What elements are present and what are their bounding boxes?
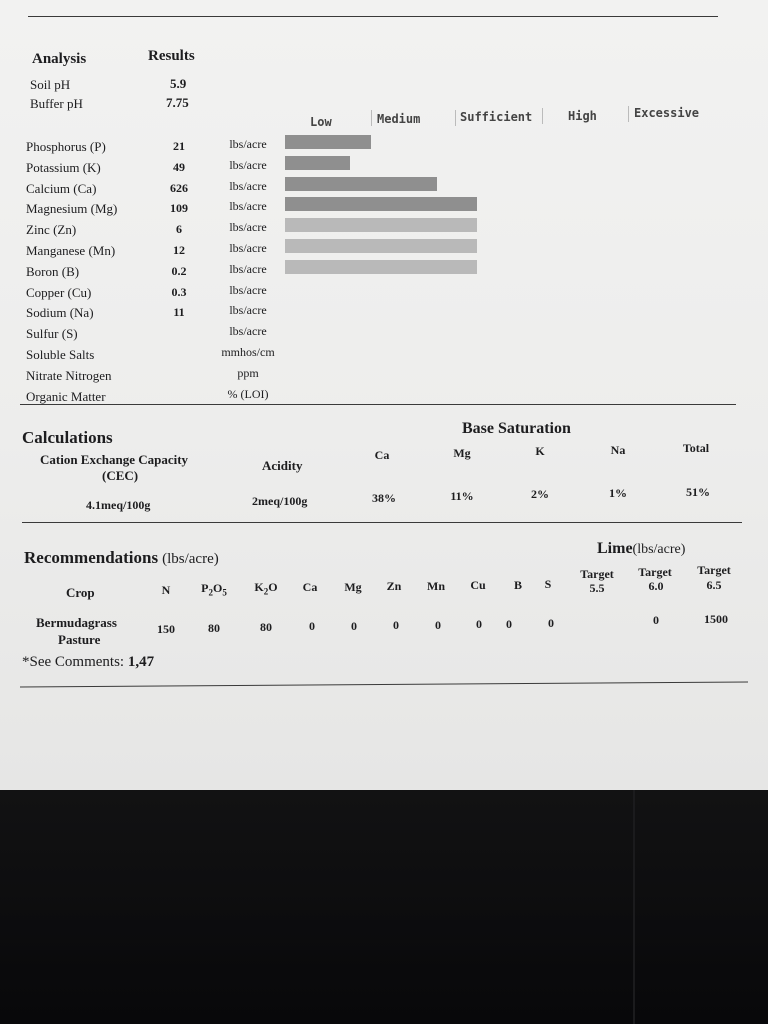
nutrient-label: Sodium (Na) bbox=[26, 305, 94, 320]
na-value: 1% bbox=[609, 486, 627, 500]
nutrient-label: Soluble Salts bbox=[26, 347, 95, 362]
section-rule bbox=[22, 522, 742, 523]
nutrient-unit: lbs/acre bbox=[229, 158, 267, 172]
comments-value: 1,47 bbox=[127, 654, 155, 670]
background-seam bbox=[633, 790, 635, 1024]
results-header: Results bbox=[148, 48, 195, 64]
nutrient-label: Magnesium (Mg) bbox=[26, 201, 118, 216]
scale-sufficient: Sufficient bbox=[460, 110, 533, 124]
cec-label: Cation Exchange Capacity bbox=[40, 452, 189, 467]
scale-divider bbox=[455, 110, 456, 126]
mn-rec-value: 0 bbox=[435, 618, 441, 632]
scale-high: High bbox=[568, 109, 597, 123]
soil-ph-value: 5.9 bbox=[170, 76, 187, 91]
mn-header: Mn bbox=[427, 579, 445, 593]
acidity-value: 2meq/100g bbox=[252, 494, 308, 508]
target-label: Target bbox=[580, 567, 614, 581]
ca-rec-value: 0 bbox=[309, 619, 315, 633]
section-rule bbox=[20, 681, 748, 687]
nutrient-level-bar bbox=[285, 239, 477, 253]
s-rec-value: 0 bbox=[548, 616, 554, 630]
acidity-label: Acidity bbox=[262, 458, 303, 473]
n-value: 150 bbox=[157, 622, 175, 636]
lime-6-0-value: 0 bbox=[653, 613, 659, 627]
cu-header: Cu bbox=[470, 578, 486, 592]
nutrient-level-bar bbox=[285, 135, 371, 149]
nutrient-value: 21 bbox=[173, 139, 185, 153]
nutrient-label: Calcium (Ca) bbox=[26, 181, 97, 196]
target-value: 5.5 bbox=[589, 581, 605, 595]
lime-title-text: Lime bbox=[597, 540, 633, 557]
recommendations-title bbox=[24, 548, 219, 568]
cec-value: 4.1meq/100g bbox=[86, 498, 151, 512]
crop-name: Bermudagrass bbox=[36, 615, 117, 630]
buffer-ph-value: 7.75 bbox=[166, 95, 189, 110]
section-rule bbox=[20, 404, 736, 405]
total-label: Total bbox=[682, 441, 710, 455]
calculations-title: Calculations bbox=[22, 428, 113, 447]
p2o5-value: 80 bbox=[208, 621, 220, 635]
mg-header: Mg bbox=[344, 580, 362, 594]
recommendations-unit: (lbs/acre) bbox=[162, 551, 219, 567]
target-label: Target bbox=[697, 563, 731, 577]
nutrient-label: Sulfur (S) bbox=[26, 326, 78, 341]
crop-header: Crop bbox=[66, 585, 95, 600]
target-label: Target bbox=[638, 565, 672, 579]
analysis-header: Analysis bbox=[32, 51, 87, 67]
nutrient-value: 49 bbox=[173, 160, 185, 174]
b-header: B bbox=[513, 578, 522, 592]
nutrient-level-bar bbox=[285, 197, 477, 211]
scale-divider bbox=[628, 106, 629, 122]
nutrient-label: Manganese (Mn) bbox=[26, 243, 116, 258]
nutrient-value: 109 bbox=[170, 201, 188, 215]
k-value: 2% bbox=[531, 487, 549, 501]
nutrient-label: Phosphorus (P) bbox=[26, 139, 106, 154]
zn-header: Zn bbox=[386, 579, 402, 593]
nutrient-unit: ppm bbox=[237, 366, 259, 380]
nutrient-label: Potassium (K) bbox=[26, 160, 101, 175]
nutrient-level-bar bbox=[285, 177, 437, 191]
nutrient-unit: lbs/acre bbox=[229, 324, 267, 338]
nutrient-unit: lbs/acre bbox=[229, 262, 267, 276]
nutrient-label: Organic Matter bbox=[26, 389, 106, 404]
ca-value: 38% bbox=[372, 491, 396, 505]
nutrient-label: Copper (Cu) bbox=[26, 285, 92, 300]
scale-divider bbox=[371, 110, 372, 126]
nutrient-value: 12 bbox=[173, 243, 185, 257]
recommendations-title-text: Recommendations bbox=[24, 548, 159, 567]
scale-divider bbox=[542, 108, 543, 124]
nutrient-unit: lbs/acre bbox=[229, 303, 267, 317]
s-header: S bbox=[544, 577, 552, 591]
k2o-value: 80 bbox=[260, 620, 272, 634]
nutrient-label: Zinc (Zn) bbox=[26, 222, 77, 237]
zn-rec-value: 0 bbox=[393, 618, 399, 632]
k-label: K bbox=[535, 444, 545, 458]
scale-low: Low bbox=[310, 115, 332, 129]
nutrient-unit: mmhos/cm bbox=[221, 345, 275, 359]
target-value: 6.0 bbox=[648, 579, 664, 593]
scale-medium: Medium bbox=[377, 112, 421, 126]
nutrient-unit: lbs/acre bbox=[229, 137, 267, 151]
lime-unit: (lbs/acre) bbox=[632, 542, 686, 557]
top-rule bbox=[28, 16, 718, 17]
nutrient-value: 6 bbox=[176, 222, 182, 236]
nutrient-level-bar bbox=[285, 156, 350, 170]
comments-line bbox=[22, 654, 154, 671]
ca-header: Ca bbox=[302, 580, 318, 594]
buffer-ph-label: Buffer pH bbox=[30, 96, 83, 111]
comments-label: *See Comments: bbox=[22, 654, 125, 670]
nutrient-value: 0.2 bbox=[171, 264, 187, 278]
lime-6-5-value: 1500 bbox=[704, 612, 728, 626]
lime-title bbox=[597, 540, 685, 558]
nutrient-unit: lbs/acre bbox=[229, 199, 267, 213]
mg-label: Mg bbox=[453, 446, 471, 460]
cec-label-abbrev: (CEC) bbox=[102, 468, 139, 483]
mg-rec-value: 0 bbox=[351, 619, 357, 633]
mg-value: 11% bbox=[450, 489, 474, 503]
nutrient-unit: lbs/acre bbox=[229, 179, 267, 193]
nutrient-level-bar bbox=[285, 218, 477, 232]
target-value: 6.5 bbox=[706, 578, 722, 592]
base-saturation-title: Base Saturation bbox=[462, 420, 571, 437]
nutrient-value: 626 bbox=[170, 181, 188, 195]
nutrient-value: 11 bbox=[173, 305, 185, 319]
crop-name-line2: Pasture bbox=[58, 632, 101, 647]
ca-label: Ca bbox=[374, 448, 390, 462]
background-surface bbox=[0, 790, 768, 1024]
na-label: Na bbox=[610, 443, 626, 457]
k2o-header: $K_2O$ bbox=[254, 580, 278, 597]
b-rec-value: 0 bbox=[506, 617, 512, 631]
nutrient-label: Nitrate Nitrogen bbox=[26, 368, 112, 383]
nutrient-unit: lbs/acre bbox=[229, 283, 267, 297]
nutrient-unit: lbs/acre bbox=[229, 241, 267, 255]
nutrient-unit: % (LOI) bbox=[227, 387, 269, 401]
soil-ph-label: Soil pH bbox=[30, 77, 71, 92]
nutrient-unit: lbs/acre bbox=[229, 220, 267, 234]
scale-excessive: Excessive bbox=[634, 106, 700, 120]
p2o5-header: $P_2O_5$ bbox=[201, 581, 227, 598]
total-value: 51% bbox=[686, 485, 710, 499]
cu-rec-value: 0 bbox=[476, 617, 482, 631]
nutrient-label: Boron (B) bbox=[26, 264, 80, 279]
n-header: N bbox=[161, 583, 171, 597]
nutrient-level-bar bbox=[285, 260, 477, 274]
nutrient-value: 0.3 bbox=[171, 285, 187, 299]
